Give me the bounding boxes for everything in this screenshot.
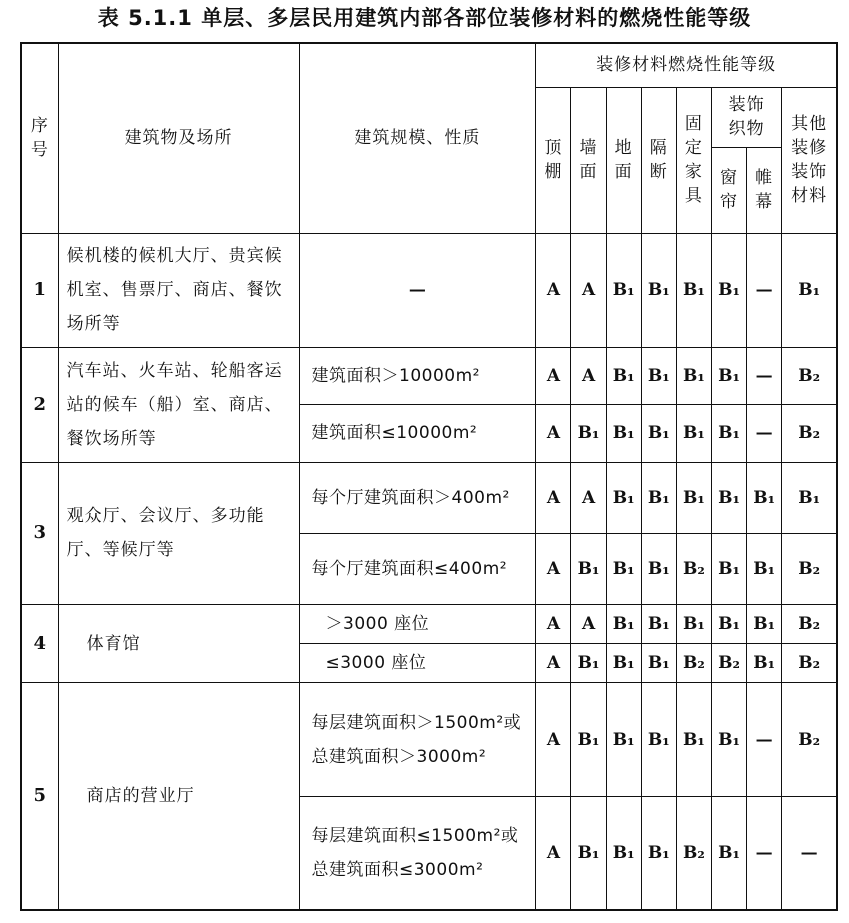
- row-seq: 1: [21, 233, 58, 348]
- grade-floor: B₁: [606, 644, 641, 683]
- grade-drape: —: [747, 683, 782, 797]
- grade-furniture: B₁: [676, 233, 711, 348]
- grade-other: B₂: [782, 533, 837, 604]
- grade-furniture: B₁: [676, 462, 711, 533]
- header-rating-group: 装修材料燃烧性能等级: [536, 43, 837, 87]
- table-row: [21, 605, 837, 644]
- grade-curtain: B₁: [711, 233, 746, 348]
- grade-furniture: B₁: [676, 405, 711, 462]
- row-seq: 5: [21, 683, 58, 910]
- grade-ceiling: A: [536, 348, 571, 405]
- header-ceiling: 顶棚: [536, 87, 571, 233]
- row-seq: 2: [21, 348, 58, 463]
- row-scale: ≤3000 座位: [299, 644, 536, 683]
- grade-floor: B₁: [606, 405, 641, 462]
- row-scale: ＞3000 座位: [299, 605, 536, 644]
- row-scale: 每层建筑面积≤1500m²或总建筑面积≤3000m²: [299, 796, 536, 910]
- table-row: [21, 348, 837, 405]
- grade-partition: B₁: [641, 348, 676, 405]
- grade-drape: B₁: [747, 605, 782, 644]
- grade-other: B₁: [782, 462, 837, 533]
- grade-curtain: B₁: [711, 405, 746, 462]
- grade-drape: —: [747, 796, 782, 910]
- grade-partition: B₁: [641, 405, 676, 462]
- grade-wall: B₁: [571, 796, 606, 910]
- table-row: [21, 462, 837, 533]
- fire-rating-table: [20, 42, 838, 911]
- grade-partition: B₁: [641, 233, 676, 348]
- grade-curtain: B₁: [711, 462, 746, 533]
- grade-floor: B₁: [606, 233, 641, 348]
- grade-ceiling: A: [536, 796, 571, 910]
- grade-curtain: B₁: [711, 348, 746, 405]
- grade-partition: B₁: [641, 683, 676, 797]
- header-textile: 装饰织物: [711, 87, 781, 147]
- header-seq: 序号: [21, 43, 58, 233]
- grade-drape: B₁: [747, 533, 782, 604]
- grade-partition: B₁: [641, 644, 676, 683]
- grade-floor: B₁: [606, 796, 641, 910]
- grade-other: B₂: [782, 683, 837, 797]
- row-scale: 每个厅建筑面积＞400m²: [299, 462, 536, 533]
- grade-furniture: B₂: [676, 644, 711, 683]
- grade-wall: B₁: [571, 683, 606, 797]
- header-curtain: 窗帘: [711, 147, 746, 233]
- grade-ceiling: A: [536, 405, 571, 462]
- grade-curtain: B₂: [711, 644, 746, 683]
- grade-ceiling: A: [536, 233, 571, 348]
- row-seq: 4: [21, 605, 58, 683]
- header-floor: 地面: [606, 87, 641, 233]
- grade-furniture: B₁: [676, 348, 711, 405]
- row-scale: 建筑面积＞10000m²: [299, 348, 536, 405]
- grade-partition: B₁: [641, 462, 676, 533]
- grade-wall: B₁: [571, 405, 606, 462]
- grade-wall: A: [571, 233, 606, 348]
- row-scale: —: [299, 233, 536, 348]
- grade-curtain: B₁: [711, 605, 746, 644]
- header-wall: 墙面: [571, 87, 606, 233]
- grade-floor: B₁: [606, 348, 641, 405]
- header-drape: 帷幕: [747, 147, 782, 233]
- grade-partition: B₁: [641, 796, 676, 910]
- grade-other: B₂: [782, 605, 837, 644]
- header-scale: 建筑规模、性质: [299, 43, 536, 233]
- row-scale: 每层建筑面积＞1500m²或总建筑面积＞3000m²: [299, 683, 536, 797]
- grade-floor: B₁: [606, 683, 641, 797]
- grade-furniture: B₁: [676, 605, 711, 644]
- header-place: 建筑物及场所: [58, 43, 299, 233]
- grade-drape: —: [747, 348, 782, 405]
- grade-ceiling: A: [536, 605, 571, 644]
- row-place: 商店的营业厅: [58, 683, 299, 910]
- table-row: [21, 683, 837, 797]
- grade-furniture: B₁: [676, 683, 711, 797]
- grade-partition: B₁: [641, 533, 676, 604]
- grade-curtain: B₁: [711, 683, 746, 797]
- grade-curtain: B₁: [711, 533, 746, 604]
- grade-other: B₁: [782, 233, 837, 348]
- grade-drape: —: [747, 405, 782, 462]
- row-place: 候机楼的候机大厅、贵宾候机室、售票厅、商店、餐饮场所等: [58, 233, 299, 348]
- grade-ceiling: A: [536, 462, 571, 533]
- header-partition: 隔断: [641, 87, 676, 233]
- table-row: [21, 233, 837, 348]
- grade-other: B₂: [782, 644, 837, 683]
- grade-ceiling: A: [536, 683, 571, 797]
- grade-drape: —: [747, 233, 782, 348]
- header-furniture: 固定家具: [676, 87, 711, 233]
- row-scale: 每个厅建筑面积≤400m²: [299, 533, 536, 604]
- grade-floor: B₁: [606, 605, 641, 644]
- grade-wall: A: [571, 462, 606, 533]
- grade-floor: B₁: [606, 462, 641, 533]
- grade-wall: A: [571, 605, 606, 644]
- row-seq: 3: [21, 462, 58, 605]
- grade-drape: B₁: [747, 644, 782, 683]
- grade-ceiling: A: [536, 533, 571, 604]
- grade-wall: A: [571, 348, 606, 405]
- grade-ceiling: A: [536, 644, 571, 683]
- table-body: [21, 233, 837, 910]
- grade-curtain: B₁: [711, 796, 746, 910]
- grade-furniture: B₂: [676, 533, 711, 604]
- row-place: 体育馆: [58, 605, 299, 683]
- grade-other: B₂: [782, 348, 837, 405]
- grade-wall: B₁: [571, 644, 606, 683]
- grade-drape: B₁: [747, 462, 782, 533]
- row-scale: 建筑面积≤10000m²: [299, 405, 536, 462]
- header-other: 其他装修装饰材料: [782, 87, 837, 233]
- grade-other: B₂: [782, 405, 837, 462]
- grade-floor: B₁: [606, 533, 641, 604]
- row-place: 观众厅、会议厅、多功能厅、等候厅等: [58, 462, 299, 605]
- grade-wall: B₁: [571, 533, 606, 604]
- row-place: 汽车站、火车站、轮船客运站的候车（船）室、商店、餐饮场所等: [58, 348, 299, 463]
- grade-other: —: [782, 796, 837, 910]
- table-title: 表 5.1.1 单层、多层民用建筑内部各部位装修材料的燃烧性能等级: [97, 6, 752, 30]
- grade-partition: B₁: [641, 605, 676, 644]
- grade-furniture: B₂: [676, 796, 711, 910]
